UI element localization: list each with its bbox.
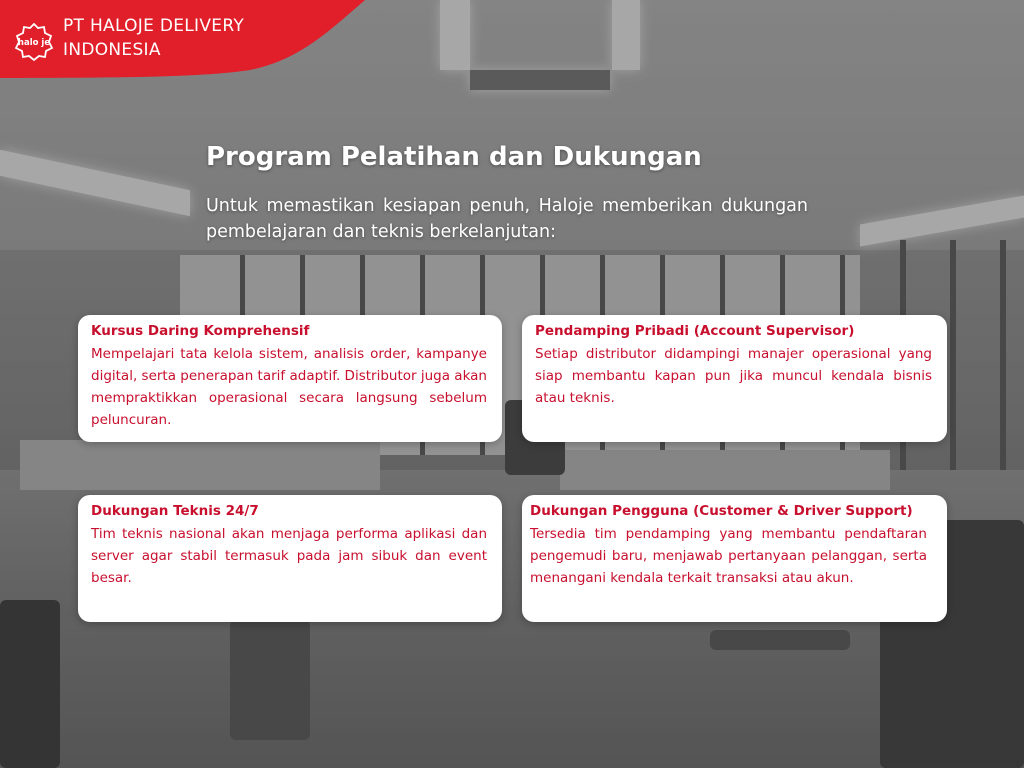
card-body: Mempelajari tata kelola sistem, analisis order, kampanye digital, serta penerapan tarif adaptif. Distributor juga akan mempraktikkan operasional secara langsung sebelum peluncuran.	[91, 346, 487, 428]
card-body: Setiap distributor didampingi manajer operasional yang siap membantu kapan pun jika muncul kendala bisnis atau teknis.	[535, 346, 932, 406]
card-body: Tersedia tim pendamping yang membantu pendaftaran pengemudi baru, menjawab pertanyaan pelanggan, serta menangani kendala terkait transaksi atau akun.	[530, 526, 927, 586]
brand-header	[0, 0, 365, 78]
haloje-logo	[14, 22, 54, 62]
card-online-course	[78, 315, 502, 442]
card-account-supervisor	[522, 315, 947, 442]
company-name	[63, 14, 244, 62]
card-technical-support	[78, 495, 502, 622]
card-heading: Pendamping Pribadi (Account Supervisor)	[535, 323, 855, 339]
card-heading: Dukungan Pengguna (Customer & Driver Support)	[530, 503, 913, 519]
logo-lettering: halo je	[17, 38, 51, 48]
card-user-support	[522, 495, 947, 622]
company-name-line2: INDONESIA	[63, 40, 161, 60]
company-name-line1: PT HALOJE DELIVERY	[63, 16, 245, 36]
card-body: Tim teknis nasional akan menjaga performa aplikasi dan server agar stabil termasuk pada jam sibuk dan event besar.	[91, 526, 487, 586]
page-title: Program Pelatihan dan Dukungan	[206, 142, 702, 172]
card-heading: Dukungan Teknis 24/7	[91, 503, 259, 519]
card-heading: Kursus Daring Komprehensif	[91, 323, 310, 339]
page-subtitle: Untuk memastikan kesiapan penuh, Haloje memberikan dukungan pembelajaran dan teknis berkelanjutan:	[206, 196, 808, 242]
